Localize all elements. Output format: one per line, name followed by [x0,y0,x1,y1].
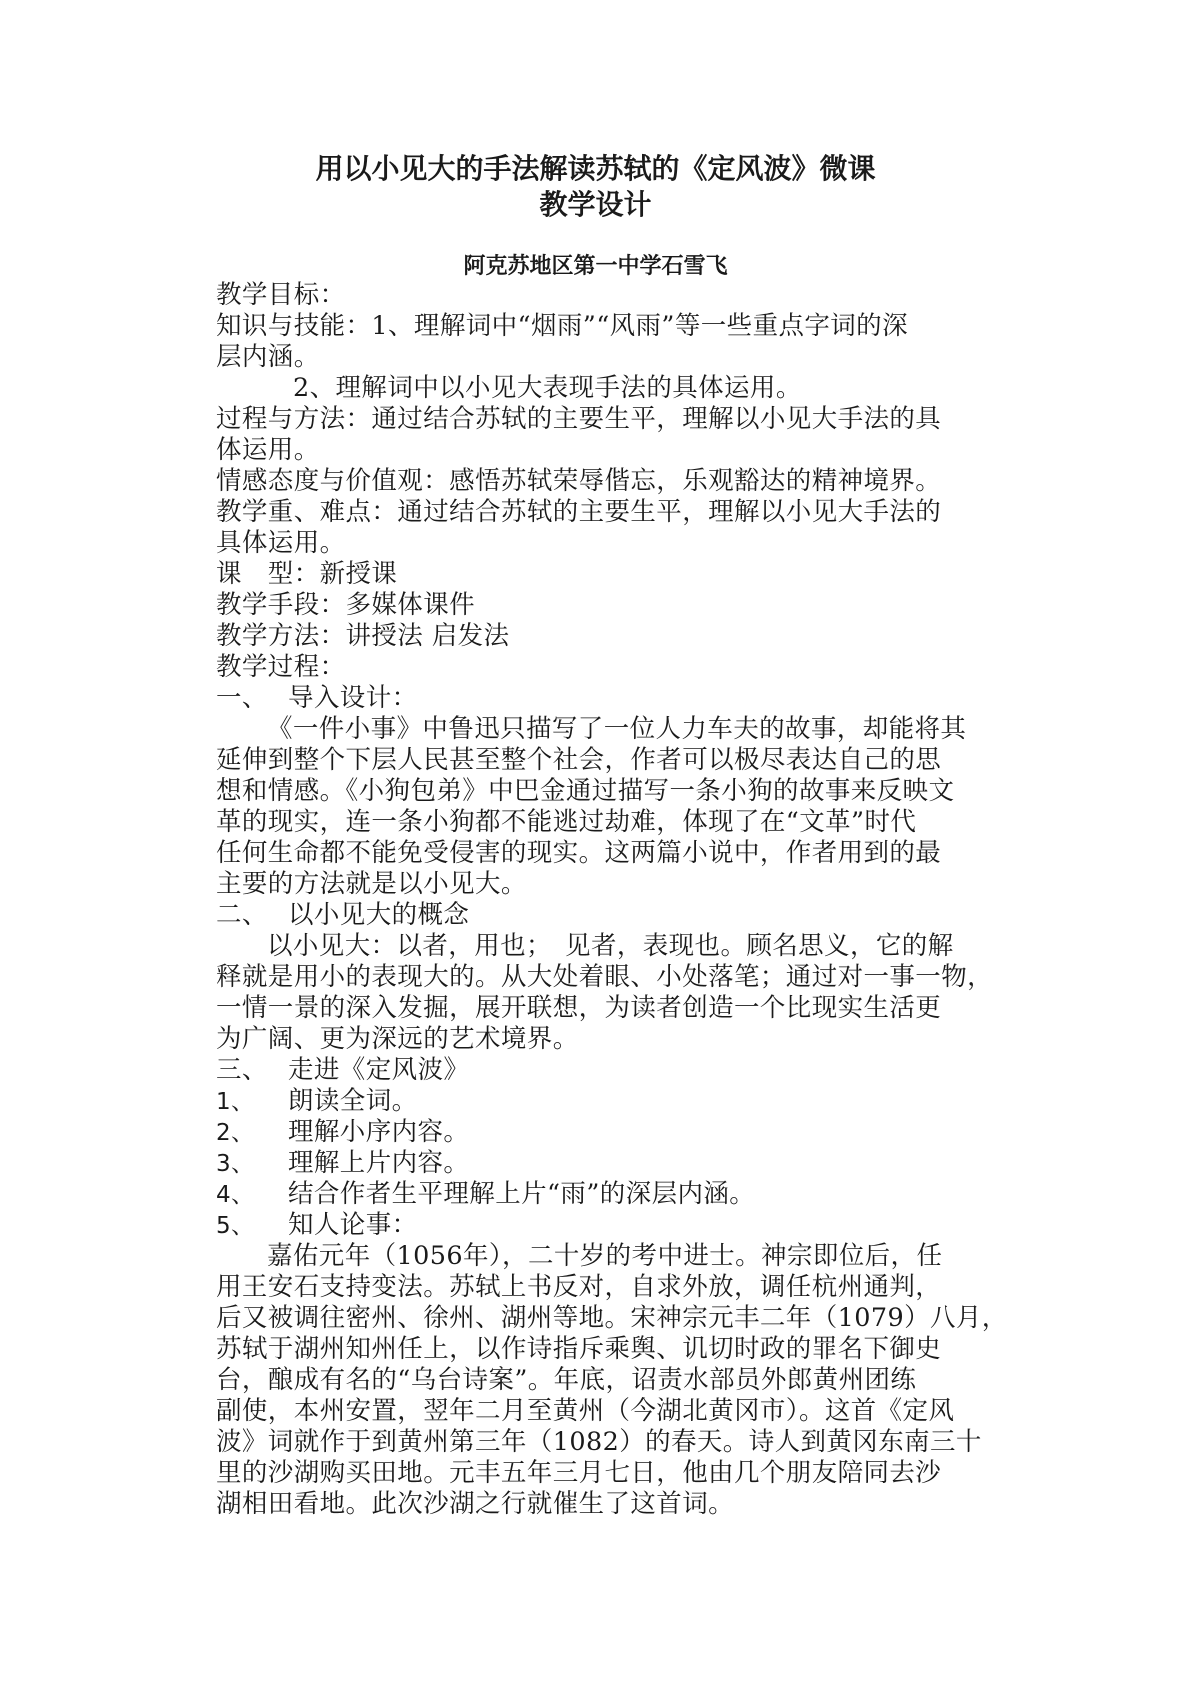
text-line: 台，酿成有名的“乌台诗案”。年底，诏责水部员外郎黄州团练 [216,1365,917,1395]
text-line: 教学手段：多媒体课件 [216,590,476,620]
document-body [216,280,1016,1520]
text-line: 情感态度与价值观：感悟苏轼荣辱偕忘，乐观豁达的精神境界。 [216,466,942,496]
text-line: 任何生命都不能免受侵害的现实。这两篇小说中，作者用到的最 [216,838,942,868]
text-line: 副使，本州安置，翌年二月至黄州（今湖北黄冈市）。这首《定风 [216,1396,955,1426]
list-item [216,1086,1016,1117]
text-line: 具体运用。 [216,528,346,558]
text-line: 教学过程： [216,652,346,682]
section-number: 二、 [216,900,268,930]
section-heading-text: 以小见大的概念 [288,900,470,930]
list-number: 3、 [216,1151,255,1177]
text-line: 以小见大：以者，用也； 见者，表现也。顾名思义，它的解 [267,931,954,961]
text-line: 课 型：新授课 [216,559,398,589]
text-line: 释就是用小的表现大的。从大处着眼、小处落笔；通过对一事一物， [216,962,994,992]
document-title: 用以小见大的手法解读苏轼的《定风波》微课 [315,152,876,185]
text-line: 体运用。 [216,435,320,465]
list-item-text: 知人论事： [288,1210,418,1240]
list-item [216,1179,1016,1210]
text-line: 湖相田看地。此次沙湖之行就催生了这首词。 [216,1489,735,1519]
text-line: 为广阔、更为深远的艺术境界。 [216,1024,579,1054]
list-item-text: 理解小序内容。 [288,1117,470,1147]
list-number: 2、 [216,1120,255,1146]
list-item-text: 理解上片内容。 [288,1148,470,1178]
section-heading [216,1055,1016,1086]
text-line: 过程与方法：通过结合苏轼的主要生平，理解以小见大手法的具 [216,404,942,434]
text-line: 波》词就作于到黄州第三年（1082）的春天。诗人到黄冈东南三十 [216,1427,982,1457]
text-line: 层内涵。 [216,342,320,372]
section-heading-text: 走进《定风波》 [288,1055,470,1085]
section-heading [216,900,1016,931]
text-line: 后又被调往密州、徐州、湖州等地。宋神宗元丰二年（1079）八月， [216,1303,1008,1333]
text-line: 《一件小事》中鲁迅只描写了一位人力车夫的故事，却能将其 [267,714,967,744]
text-line: 革的现实，连一条小狗都不能逃过劫难，体现了在“文革”时代 [216,807,917,837]
text-line: 2、理解词中以小见大表现手法的具体运用。 [293,373,802,403]
list-number: 4、 [216,1182,255,1208]
section-heading-text: 导入设计： [288,683,418,713]
text-line: 延伸到整个下层人民甚至整个社会，作者可以极尽表达自己的思 [216,745,942,775]
list-item-text: 结合作者生平理解上片“雨”的深层内涵。 [288,1179,756,1209]
text-line: 想和情感。《小狗包弟》中巴金通过描写一条小狗的故事来反映文 [216,776,955,806]
text-line: 苏轼于湖州知州任上，以作诗指斥乘舆、讥切时政的罪名下御史 [216,1334,942,1364]
list-number: 5、 [216,1213,255,1239]
section-number: 三、 [216,1055,268,1085]
text-line: 教学重、难点：通过结合苏轼的主要生平，理解以小见大手法的 [216,497,942,527]
section-heading [216,683,1016,714]
text-line: 一情一景的深入发掘，展开联想，为读者创造一个比现实生活更 [216,993,942,1023]
section-number: 一、 [216,683,268,713]
text-line: 教学方法：讲授法 启发法 [216,621,510,651]
text-line: 主要的方法就是以小见大。 [216,869,527,899]
author-line: 阿克苏地区第一中学石雪飞 [463,253,728,279]
document-subtitle: 教学设计 [539,188,652,221]
text-line: 知识与技能：1、理解词中“烟雨”“风雨”等一些重点字词的深 [216,311,908,341]
text-line: 用王安石支持变法。苏轼上书反对，自求外放，调任杭州通判， [216,1272,942,1302]
list-number: 1、 [216,1089,255,1115]
text-line: 里的沙湖购买田地。元丰五年三月七日，他由几个朋友陪同去沙 [216,1458,942,1488]
text-line: 嘉佑元年（1056年），二十岁的考中进士。神宗即位后，任 [267,1241,943,1271]
list-item [216,1210,1016,1241]
list-item [216,1148,1016,1179]
list-item-text: 朗读全词。 [288,1086,418,1116]
list-item [216,1117,1016,1148]
text-line: 教学目标： [216,280,346,310]
